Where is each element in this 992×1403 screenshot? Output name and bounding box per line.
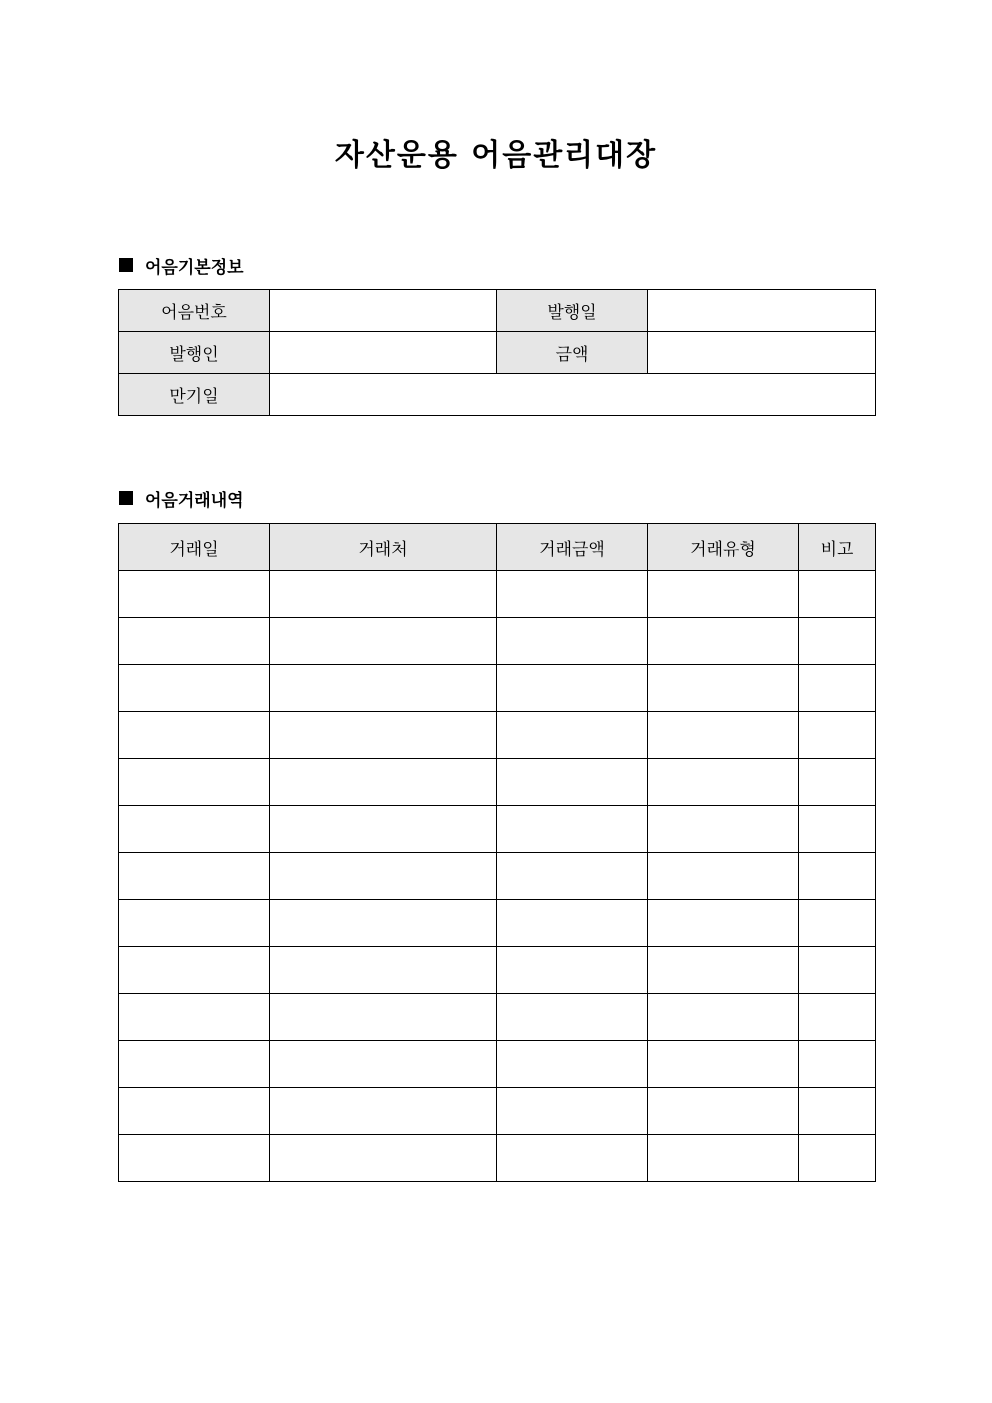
amount-label: 금액 (497, 332, 648, 374)
column-header-amount: 거래금액 (497, 524, 648, 571)
amount-field[interactable] (648, 332, 876, 374)
table-cell[interactable] (119, 618, 270, 665)
column-header-remarks: 비고 (799, 524, 876, 571)
table-cell[interactable] (648, 853, 799, 900)
table-cell[interactable] (648, 806, 799, 853)
table-cell[interactable] (270, 806, 497, 853)
table-cell[interactable] (799, 571, 876, 618)
table-cell[interactable] (497, 712, 648, 759)
table-row (119, 290, 876, 332)
note-number-label: 어음번호 (119, 290, 270, 332)
table-cell[interactable] (497, 994, 648, 1041)
table-cell[interactable] (799, 1041, 876, 1088)
table-cell[interactable] (799, 900, 876, 947)
table-cell[interactable] (119, 1041, 270, 1088)
table-cell[interactable] (648, 1088, 799, 1135)
table-row (119, 1041, 876, 1088)
section-heading-label: 어음거래내역 (145, 490, 244, 511)
table-cell[interactable] (799, 618, 876, 665)
table-cell[interactable] (119, 1135, 270, 1182)
transactions-table (118, 523, 876, 1182)
column-header-date: 거래일 (119, 524, 270, 571)
table-cell[interactable] (799, 665, 876, 712)
table-row (119, 806, 876, 853)
table-cell[interactable] (270, 618, 497, 665)
column-header-counterparty: 거래처 (270, 524, 497, 571)
table-cell[interactable] (799, 994, 876, 1041)
table-cell[interactable] (119, 1088, 270, 1135)
table-cell[interactable] (119, 900, 270, 947)
table-cell[interactable] (270, 900, 497, 947)
table-cell[interactable] (497, 900, 648, 947)
table-cell[interactable] (119, 759, 270, 806)
table-row (119, 665, 876, 712)
table-cell[interactable] (648, 712, 799, 759)
section-heading-label: 어음기본정보 (145, 257, 244, 278)
table-cell[interactable] (270, 759, 497, 806)
table-cell[interactable] (648, 900, 799, 947)
issuer-field[interactable] (270, 332, 497, 374)
table-cell[interactable] (648, 1135, 799, 1182)
maturity-date-field[interactable] (270, 374, 876, 416)
table-row (119, 332, 876, 374)
maturity-date-label: 만기일 (119, 374, 270, 416)
table-cell[interactable] (648, 571, 799, 618)
section-heading-transactions (119, 486, 244, 510)
square-bullet-icon (119, 258, 133, 272)
table-header-row (119, 524, 876, 571)
table-cell[interactable] (799, 759, 876, 806)
table-row (119, 374, 876, 416)
table-cell[interactable] (497, 759, 648, 806)
table-cell[interactable] (119, 947, 270, 994)
page-title: 자산운용 어음관리대장 (334, 138, 658, 173)
square-bullet-icon (119, 491, 133, 505)
table-cell[interactable] (497, 1041, 648, 1088)
table-row (119, 853, 876, 900)
basic-info-table (118, 289, 876, 416)
table-row (119, 759, 876, 806)
table-cell[interactable] (270, 571, 497, 618)
table-row (119, 994, 876, 1041)
table-cell[interactable] (648, 994, 799, 1041)
section-heading-basic-info (119, 253, 244, 277)
table-row (119, 712, 876, 759)
table-cell[interactable] (648, 947, 799, 994)
table-cell[interactable] (270, 947, 497, 994)
table-cell[interactable] (799, 1088, 876, 1135)
table-row (119, 1088, 876, 1135)
table-cell[interactable] (648, 618, 799, 665)
table-cell[interactable] (799, 806, 876, 853)
table-cell[interactable] (497, 947, 648, 994)
table-cell[interactable] (497, 665, 648, 712)
table-row (119, 900, 876, 947)
table-cell[interactable] (648, 1041, 799, 1088)
table-cell[interactable] (119, 712, 270, 759)
table-cell[interactable] (119, 853, 270, 900)
table-cell[interactable] (648, 759, 799, 806)
table-cell[interactable] (270, 665, 497, 712)
issue-date-field[interactable] (648, 290, 876, 332)
table-row (119, 947, 876, 994)
table-cell[interactable] (270, 1041, 497, 1088)
table-cell[interactable] (497, 571, 648, 618)
table-cell[interactable] (119, 571, 270, 618)
table-cell[interactable] (799, 947, 876, 994)
table-row (119, 1135, 876, 1182)
note-number-field[interactable] (270, 290, 497, 332)
table-row (119, 571, 876, 618)
table-cell[interactable] (119, 806, 270, 853)
table-row (119, 618, 876, 665)
table-cell[interactable] (799, 712, 876, 759)
table-cell[interactable] (497, 806, 648, 853)
table-cell[interactable] (119, 994, 270, 1041)
table-cell[interactable] (270, 994, 497, 1041)
issuer-label: 발행인 (119, 332, 270, 374)
table-cell[interactable] (799, 1135, 876, 1182)
table-cell[interactable] (497, 1135, 648, 1182)
table-cell[interactable] (648, 665, 799, 712)
column-header-type: 거래유형 (648, 524, 799, 571)
table-cell[interactable] (119, 665, 270, 712)
table-cell[interactable] (270, 853, 497, 900)
table-cell[interactable] (497, 853, 648, 900)
table-cell[interactable] (497, 618, 648, 665)
table-cell[interactable] (270, 1135, 497, 1182)
issue-date-label: 발행일 (497, 290, 648, 332)
table-cell[interactable] (270, 712, 497, 759)
table-cell[interactable] (497, 1088, 648, 1135)
table-cell[interactable] (270, 1088, 497, 1135)
table-cell[interactable] (799, 853, 876, 900)
